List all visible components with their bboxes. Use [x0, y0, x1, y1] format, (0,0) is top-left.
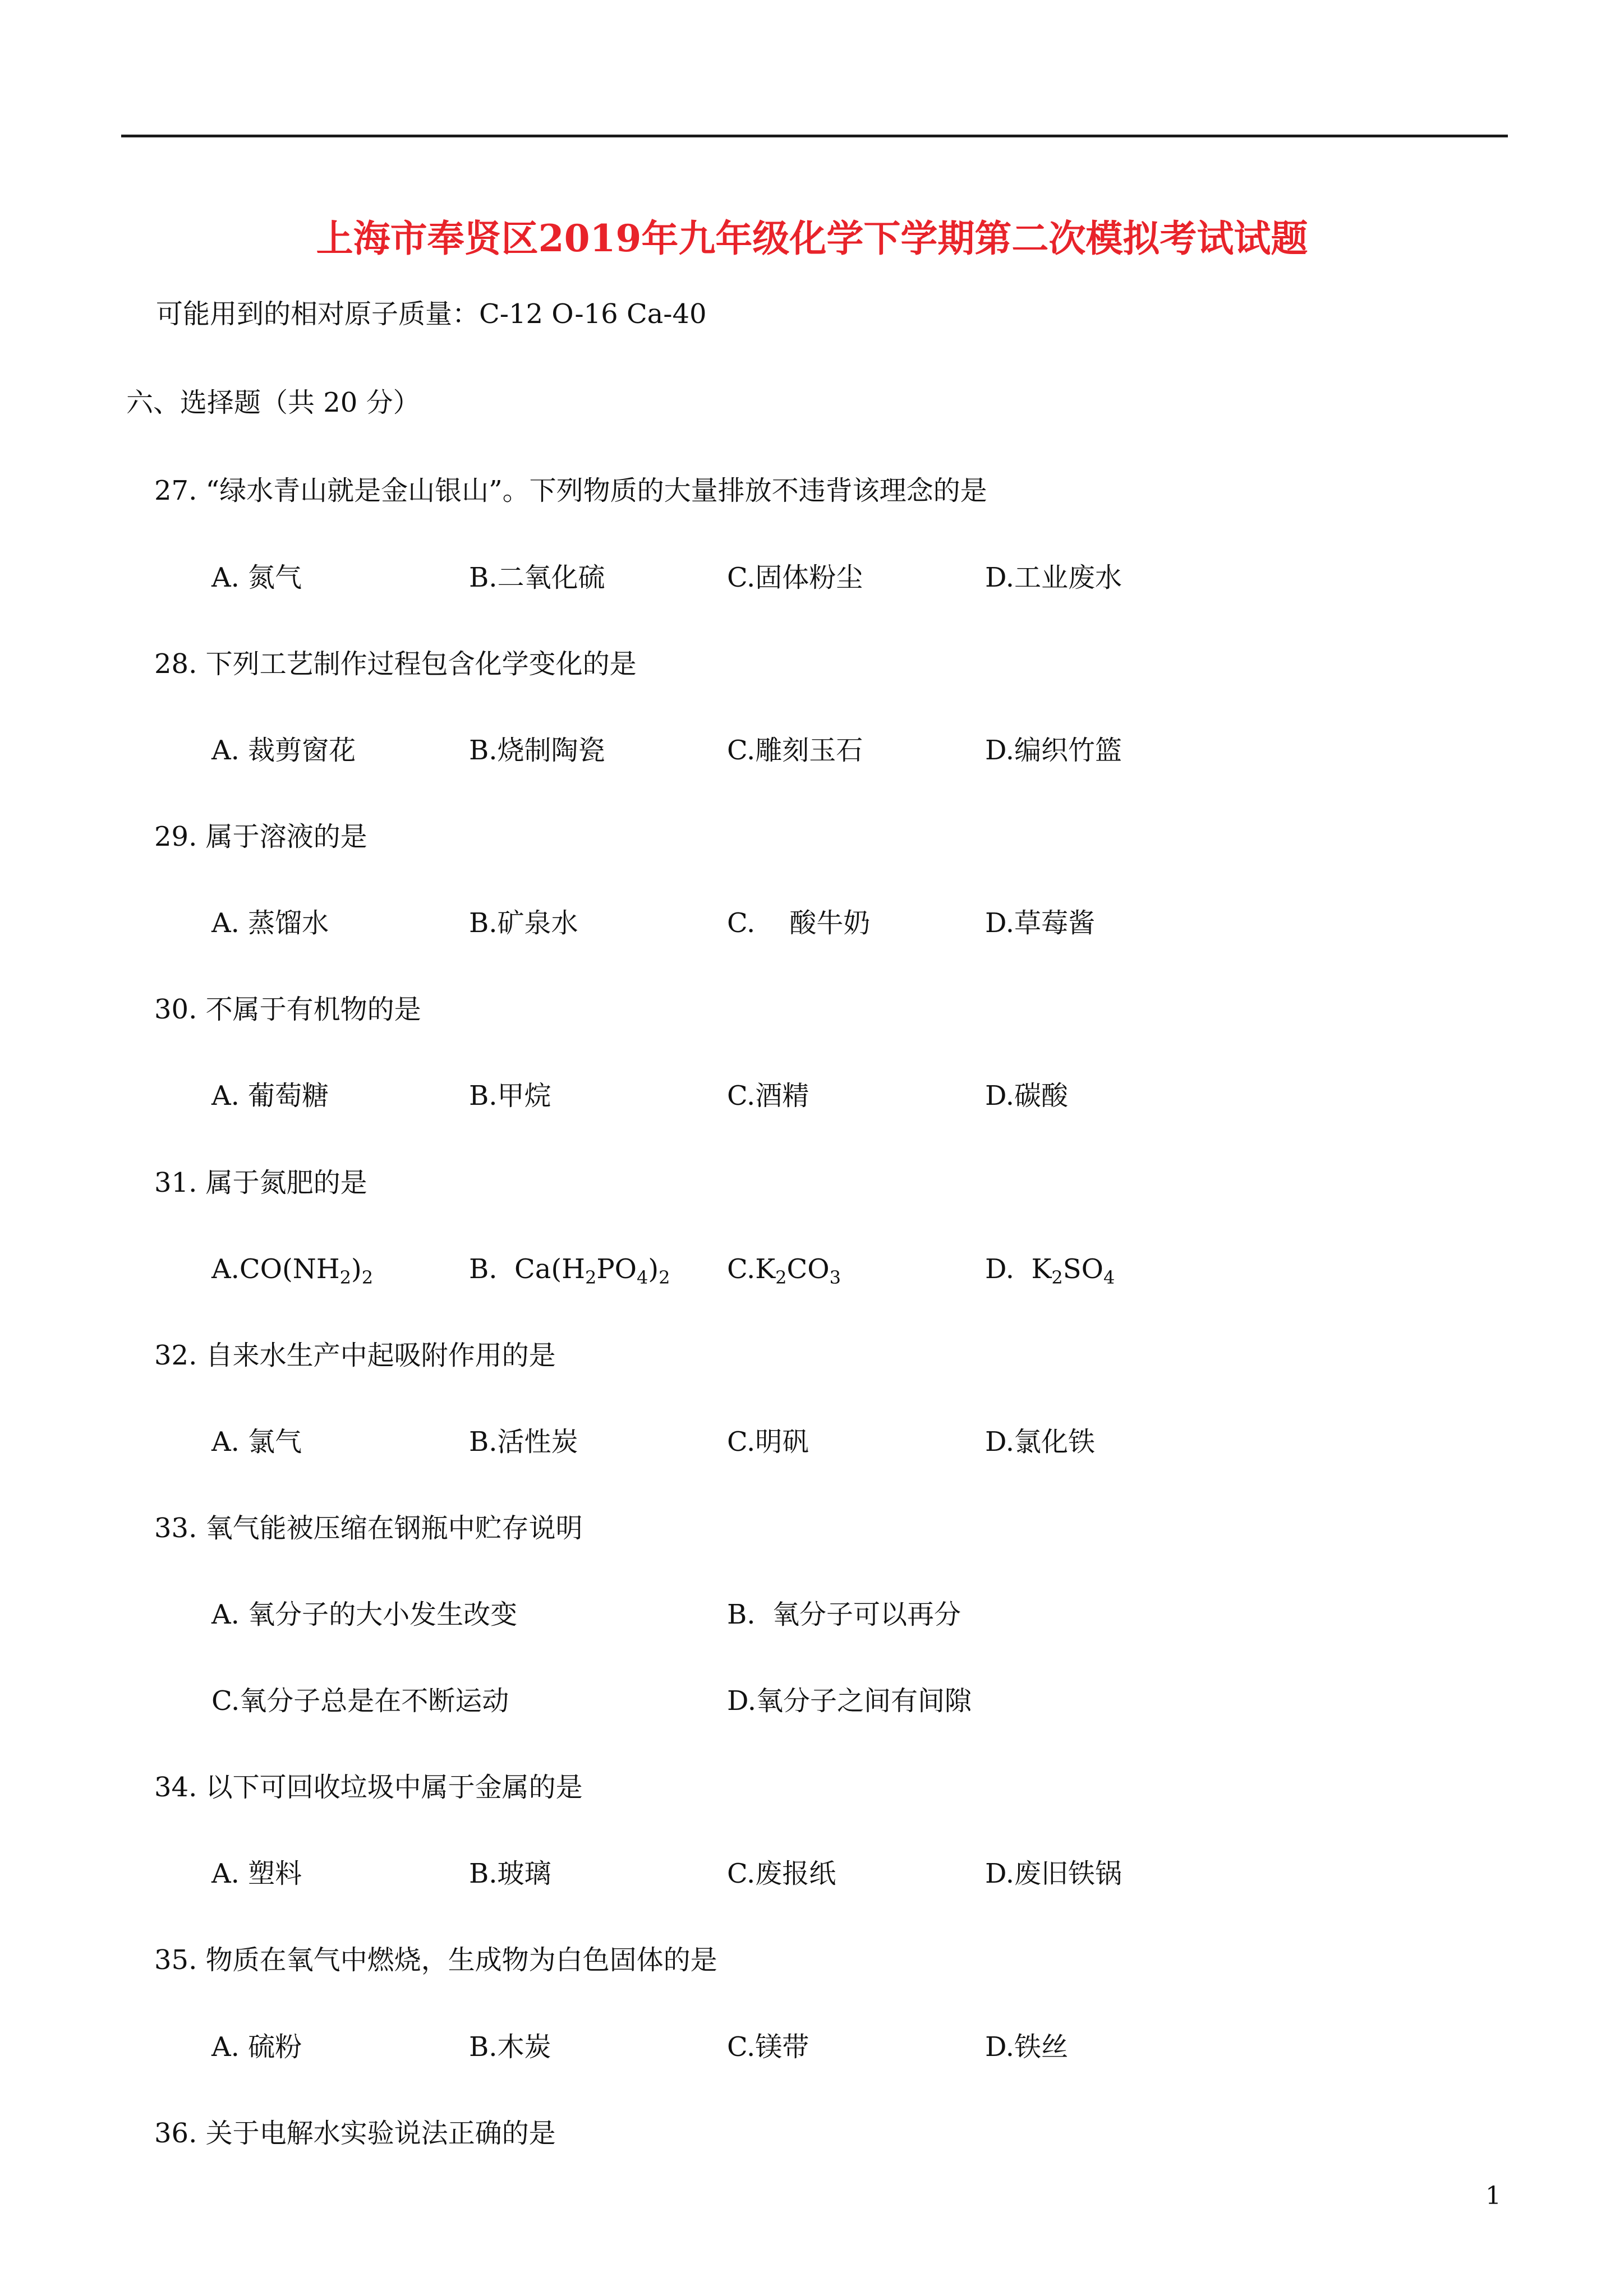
question-31-option-d: D. $K_2SO_4$ [985, 1253, 1115, 1288]
question-30-option-a: A. 葡萄糖 [211, 1080, 329, 1112]
header-rule [121, 135, 1508, 137]
question-31-option-a: $A.CO(NH_2)_2$ [211, 1253, 374, 1288]
question-34-stem: 34. 以下可回收垃圾中属于金属的是 [154, 1772, 583, 1803]
question-27-option-b: B.二氧化硫 [469, 562, 605, 593]
question-32-option-a: A. 氯气 [211, 1426, 302, 1458]
question-27-option-a: A. 氮气 [211, 562, 302, 593]
question-28-option-c: C.雕刻玉石 [727, 735, 863, 766]
question-35-option-d: D.铁丝 [985, 2031, 1069, 2063]
question-34-option-c: C.废报纸 [727, 1858, 836, 1889]
question-34-option-a: A. 塑料 [211, 1858, 302, 1889]
question-28-option-d: D.编织竹篮 [985, 735, 1122, 766]
question-30-option-d: D.碳酸 [985, 1080, 1069, 1112]
question-35-stem: 35. 物质在氧气中燃烧，生成物为白色固体的是 [154, 1944, 717, 1976]
question-33-stem: 33. 氧气能被压缩在钢瓶中贮存说明 [154, 1513, 583, 1544]
question-33-option-d: D.氧分子之间有间隙 [727, 1685, 972, 1717]
question-30-stem: 30. 不属于有机物的是 [154, 994, 421, 1025]
question-33-option-b: B. 氧分子可以再分 [727, 1599, 961, 1630]
question-29-stem: 29. 属于溶液的是 [154, 821, 367, 852]
question-27-option-c: C.固体粉尘 [727, 562, 863, 593]
question-29-option-a: A. 蒸馏水 [211, 907, 329, 939]
question-29-option-b: B.矿泉水 [469, 907, 578, 939]
question-35-option-b: B.木炭 [469, 2031, 551, 2063]
question-31-option-c: $C.K_2CO_3$ [727, 1253, 841, 1288]
question-30-option-b: B.甲烷 [469, 1080, 551, 1112]
page-title: 上海市奉贤区2019年九年级化学下学期第二次模拟考试试题 [316, 216, 1308, 260]
question-34-option-b: B.玻璃 [469, 1858, 551, 1889]
atomic-mass-note: 可能用到的相对原子质量：C-12 O-16 Ca-40 [156, 298, 707, 330]
question-32-option-b: B.活性炭 [469, 1426, 578, 1458]
question-28-stem: 28. 下列工艺制作过程包含化学变化的是 [154, 648, 637, 680]
question-30-option-c: C.酒精 [727, 1080, 809, 1112]
question-29-option-c: C. 酸牛奶 [727, 907, 871, 939]
question-31-option-b: B. $Ca(H_2PO_4)_2$ [469, 1253, 670, 1288]
question-33-option-c: C.氧分子总是在不断运动 [211, 1685, 509, 1717]
question-32-option-c: C.明矾 [727, 1426, 809, 1458]
question-27-stem: 27. “绿水青山就是金山银山”。下列物质的大量排放不违背该理念的是 [154, 475, 987, 506]
question-32-option-d: D.氯化铁 [985, 1426, 1096, 1458]
question-27-option-d: D.工业废水 [985, 562, 1122, 593]
question-29-option-d: D.草莓酱 [985, 907, 1096, 939]
question-32-stem: 32. 自来水生产中起吸附作用的是 [154, 1340, 556, 1371]
question-33-option-a: A. 氧分子的大小发生改变 [211, 1599, 518, 1630]
page-number: 1 [1485, 2182, 1501, 2210]
section-heading: 六、选择题（共 20 分） [126, 387, 420, 418]
question-35-option-c: C.镁带 [727, 2031, 809, 2063]
question-36-stem: 36. 关于电解水实验说法正确的是 [154, 2118, 556, 2149]
question-28-option-a: A. 裁剪窗花 [211, 735, 356, 766]
question-28-option-b: B.烧制陶瓷 [469, 735, 605, 766]
question-34-option-d: D.废旧铁锅 [985, 1858, 1122, 1889]
question-35-option-a: A. 硫粉 [211, 2031, 302, 2063]
question-31-stem: 31. 属于氮肥的是 [154, 1167, 367, 1198]
